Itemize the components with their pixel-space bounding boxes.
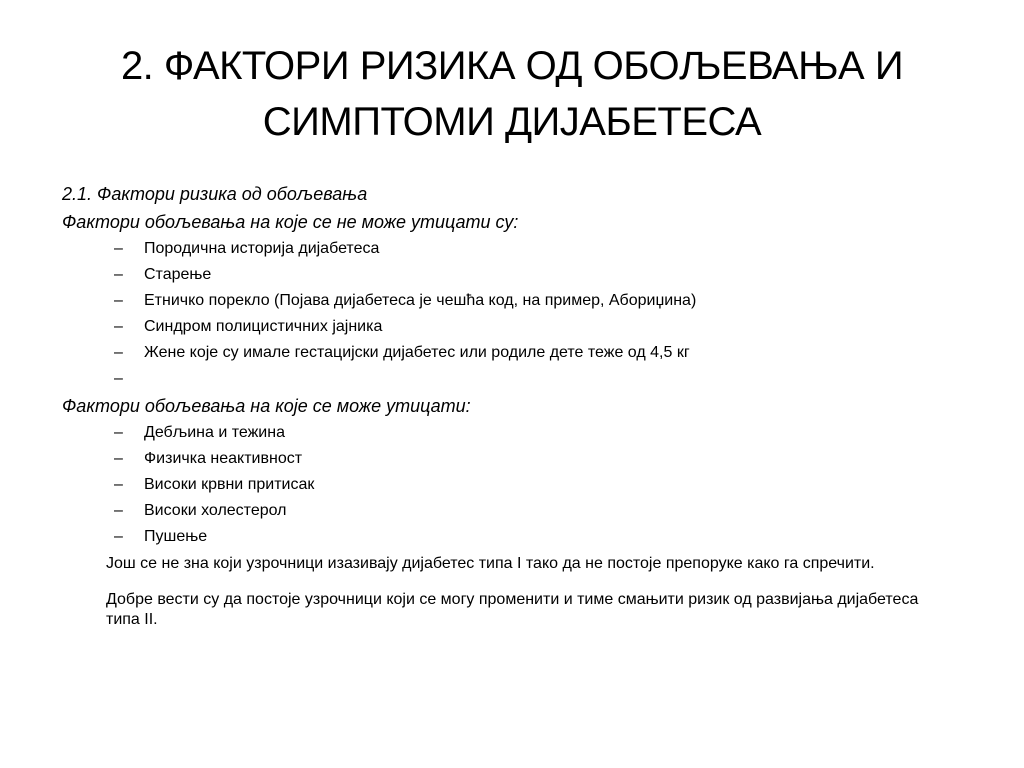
slide-title-line-1: 2. ФАКТОРИ РИЗИКА ОД ОБОЉЕВАЊА И	[120, 44, 904, 88]
dash-bullet: –	[114, 344, 123, 361]
list-item-text: Физичка неактивност	[144, 450, 303, 467]
non-modifiable-factors-list	[62, 236, 992, 392]
list-item-text: Пушење	[144, 528, 208, 545]
note-paragraph-type1: Још се не зна који узрочници изазивају дијабетес типа I тако да не постоје препоруке како га спречити.	[106, 555, 875, 572]
list-item	[62, 314, 992, 340]
dash-bullet: –	[114, 292, 123, 309]
dash-bullet: –	[114, 450, 123, 467]
list-item	[62, 498, 992, 524]
list-item-text: Високи холестерол	[144, 502, 287, 519]
list-item	[62, 236, 992, 262]
dash-bullet: –	[114, 502, 123, 519]
list-item-text: Жене које су имале гестацијски дијабетес или родиле дете теже од 4,5 кг	[144, 344, 690, 361]
slide-title	[40, 38, 984, 150]
list-item	[62, 420, 992, 446]
dash-bullet: –	[114, 240, 123, 257]
modifiable-factors-list	[62, 420, 992, 550]
list-item	[62, 524, 992, 550]
dash-bullet: –	[114, 424, 123, 441]
note-paragraph-type2: Добре вести су да постоје узрочници који се могу променити и тиме смањити ризик од развијања дијабетеса типа II.	[106, 591, 919, 628]
modifiable-factors-heading: Фактори обољевања на које се може утицати:	[62, 396, 471, 416]
dash-bullet: –	[114, 476, 123, 493]
section-heading: 2.1. Фактори ризика од обољевања	[62, 184, 368, 204]
slide-title-line-2: СИМПТОМИ ДИЈАБЕТЕСА	[262, 100, 762, 144]
list-item-empty	[62, 366, 992, 392]
list-item	[62, 472, 992, 498]
list-item	[62, 446, 992, 472]
list-item-text: Етничко порекло (Појава дијабетеса је чешћа код, на пример, Абориџина)	[144, 292, 697, 309]
non-modifiable-factors-heading: Фактори обољевања на које се не може утицати су:	[62, 212, 519, 232]
dash-bullet: –	[114, 528, 123, 545]
list-item	[62, 340, 992, 366]
list-item-text: Старење	[144, 266, 212, 283]
list-item	[62, 262, 992, 288]
slide-body	[62, 180, 992, 646]
dash-bullet: –	[114, 370, 123, 387]
list-item-text: Дебљина и тежина	[144, 424, 285, 441]
list-item	[62, 288, 992, 314]
dash-bullet: –	[114, 266, 123, 283]
list-item-text: Високи крвни притисак	[144, 476, 315, 493]
list-item-text: Синдром полицистичних јајника	[144, 318, 383, 335]
list-item-text: Породична историја дијабетеса	[144, 240, 380, 257]
dash-bullet: –	[114, 318, 123, 335]
